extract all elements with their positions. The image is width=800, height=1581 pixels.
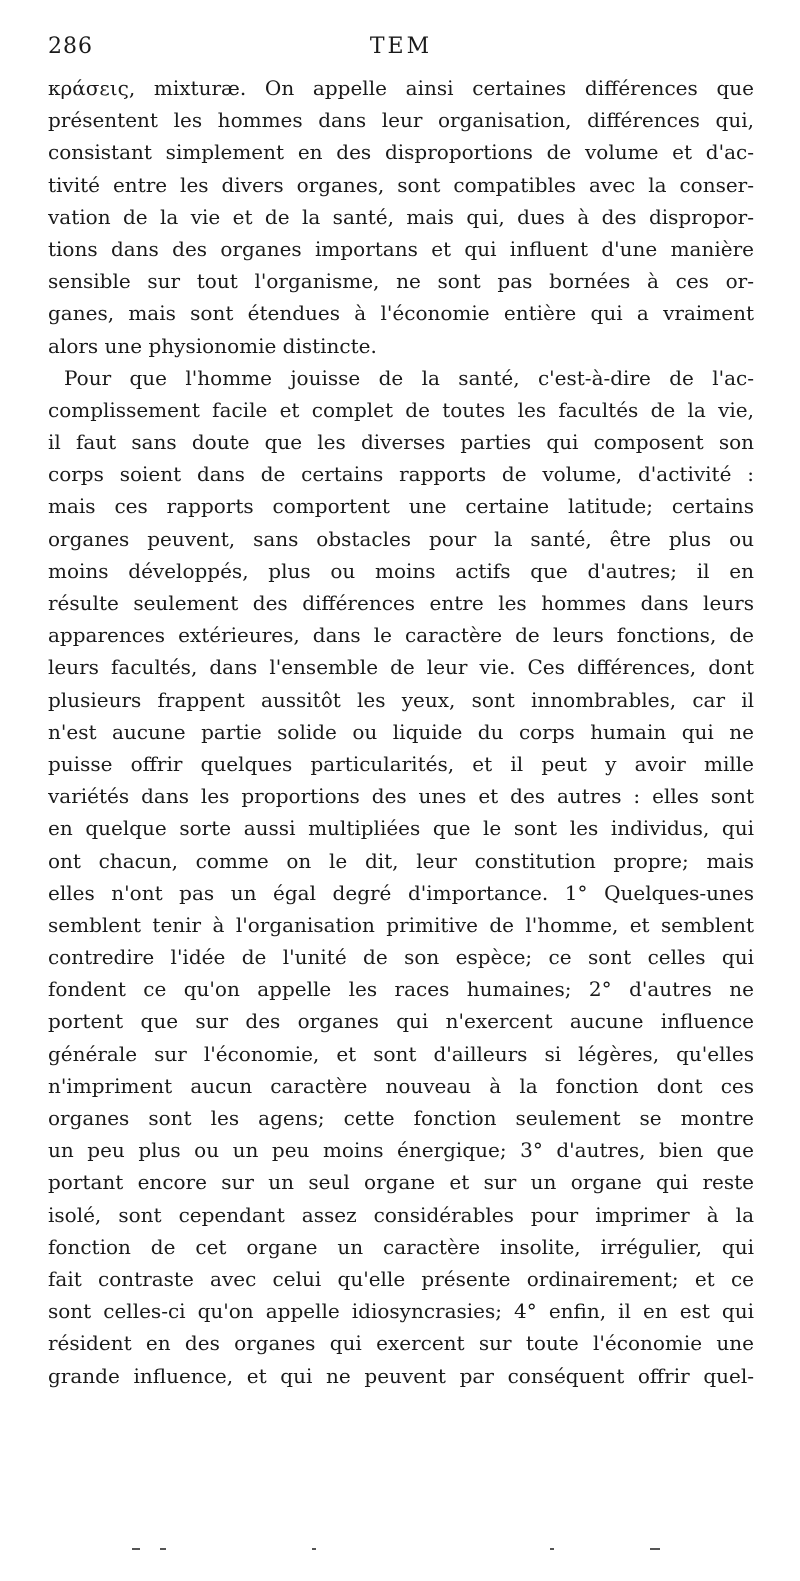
page-number: 286 <box>48 34 93 59</box>
text-line: générale sur l'économie, et sont d'ailleurs si légères, qu'elles <box>48 1041 754 1066</box>
text-line: mais ces rapports comportent une certaine latitude; certains <box>48 494 754 519</box>
text-line: apparences extérieures, dans le caractère de leurs fonctions, de <box>48 623 754 648</box>
text-line: tivité entre les divers organes, sont compatibles avec la conser- <box>48 172 754 197</box>
text-line: n'impriment aucun caractère nouveau à la fonction dont ces <box>48 1073 754 1098</box>
text-line: fonction de cet organe un caractère insolite, irrégulier, qui <box>48 1234 754 1259</box>
text-line: puisse offrir quelques particularités, et il peut y avoir mille <box>48 751 754 776</box>
text-line: κράσεις, mixturæ. On appelle ainsi certaines différences que <box>48 76 754 100</box>
text-line: Pour que l'homme jouisse de la santé, c'est-à-dire de l'ac- <box>64 365 754 390</box>
text-line: fondent ce qu'on appelle les races humaines; 2° d'autres ne <box>48 977 754 1002</box>
text-line: présentent les hommes dans leur organisation, différences qui, <box>48 108 754 133</box>
text-line: alors une physionomie distincte. <box>48 333 377 358</box>
running-title: TEM <box>369 34 433 59</box>
text-line: vation de la vie et de la santé, mais qui, dues à des dispropor- <box>48 204 754 229</box>
scan-mark <box>160 1548 166 1550</box>
text-line: en quelque sorte aussi multipliées que le sont les individus, qui <box>48 816 754 841</box>
text-line: consistant simplement en des disproportions de volume et d'ac- <box>48 140 754 165</box>
text-line: plusieurs frappent aussitôt les yeux, sont innombrables, car il <box>48 687 754 712</box>
text-line: corps soient dans de certains rapports de volume, d'activité : <box>48 462 754 487</box>
text-line: résident en des organes qui exercent sur toute l'économie une <box>48 1331 754 1356</box>
scan-mark <box>550 1548 554 1550</box>
text-line: il faut sans doute que les diverses parties qui composent son <box>48 430 754 455</box>
text-line: ont chacun, comme on le dit, leur constitution propre; mais <box>48 848 754 873</box>
page-header <box>48 34 754 64</box>
text-line: portent que sur des organes qui n'exercent aucune influence <box>48 1009 754 1034</box>
text-line: résulte seulement des différences entre les hommes dans leurs <box>48 591 754 615</box>
text-line: sont celles-ci qu'on appelle idiosyncrasies; 4° enfin, il en est qui <box>48 1299 754 1324</box>
text-line: un peu plus ou un peu moins énergique; 3° d'autres, bien que <box>48 1138 754 1163</box>
scan-mark <box>312 1548 316 1550</box>
scan-artifacts <box>120 1548 700 1554</box>
text-line: sensible sur tout l'organisme, ne sont pas bornées à ces or- <box>48 269 754 294</box>
text-line: isolé, sont cependant assez considérables pour imprimer à la <box>48 1202 754 1227</box>
text-line: fait contraste avec celui qu'elle présente ordinairement; et ce <box>48 1266 754 1291</box>
text-line: variétés dans les proportions des unes et des autres : elles sont <box>48 784 754 809</box>
text-line: moins développés, plus ou moins actifs que d'autres; il en <box>48 558 754 583</box>
text-line: contredire l'idée de l'unité de son espèce; ce sont celles qui <box>48 945 754 970</box>
text-line: elles n'ont pas un égal degré d'importance. 1° Quelques-unes <box>48 880 754 905</box>
text-line: leurs facultés, dans l'ensemble de leur vie. Ces différences, dont <box>48 655 754 680</box>
text-line: grande influence, et qui ne peuvent par conséquent offrir quel- <box>48 1363 754 1388</box>
text-line: organes peuvent, sans obstacles pour la santé, être plus ou <box>48 526 754 551</box>
text-line: ganes, mais sont étendues à l'économie entière qui a vraiment <box>48 301 754 326</box>
text-line: tions dans des organes importans et qui influent d'une manière <box>48 236 754 261</box>
scan-mark <box>650 1548 660 1550</box>
scan-mark <box>132 1548 140 1550</box>
text-line: semblent tenir à l'organisation primitive de l'homme, et semblent <box>48 912 754 937</box>
body-text <box>48 72 754 1392</box>
text-line: n'est aucune partie solide ou liquide du corps humain qui ne <box>48 719 754 744</box>
text-line: organes sont les agens; cette fonction seulement se montre <box>48 1106 754 1130</box>
text-line: portant encore sur un seul organe et sur un organe qui reste <box>48 1170 754 1195</box>
text-line: complissement facile et complet de toutes les facultés de la vie, <box>48 397 754 422</box>
